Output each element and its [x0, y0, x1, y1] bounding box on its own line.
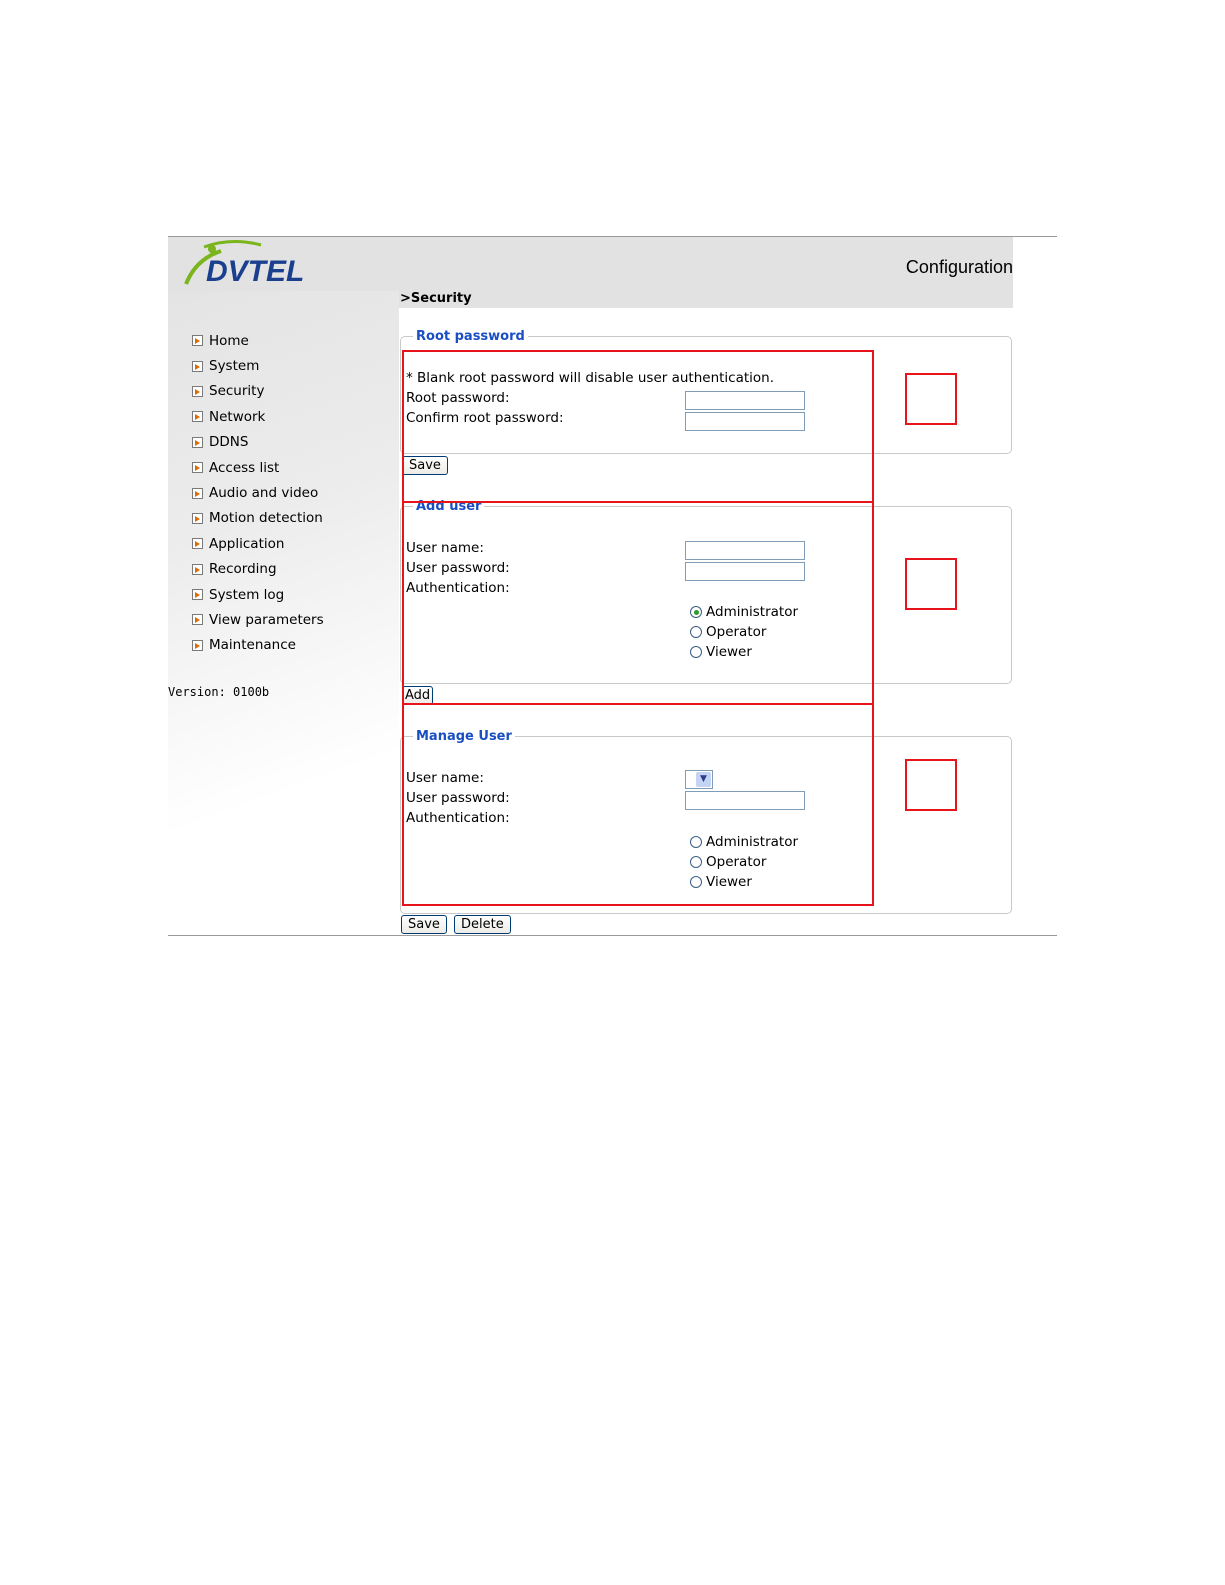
radio-label: Viewer	[706, 644, 752, 660]
arrow-icon	[192, 437, 203, 448]
bottom-divider	[168, 935, 1057, 936]
root-password-note: * Blank root password will disable user authentication.	[406, 370, 775, 386]
breadcrumb-bar	[399, 291, 1013, 308]
dvtel-logo	[176, 239, 316, 289]
manage-delete-button[interactable]: Delete	[454, 915, 511, 934]
radio-label: Operator	[706, 624, 767, 640]
chevron-down-icon: ▼	[696, 772, 711, 787]
breadcrumb: >Security	[400, 291, 472, 306]
sidebar-item-label: Maintenance	[209, 637, 296, 654]
version-text: Version: 0100b	[168, 685, 270, 699]
page-title: Configuration	[905, 257, 1013, 277]
sidebar-item-label: Network	[209, 408, 266, 425]
root-password-save-button[interactable]: Save	[402, 456, 448, 475]
radio-label: Operator	[706, 854, 767, 870]
sidebar-item-security[interactable]	[192, 379, 324, 404]
sidebar-item-recording[interactable]	[192, 557, 324, 582]
highlight-box-add	[402, 501, 874, 705]
arrow-icon	[192, 538, 203, 549]
header-bar	[168, 237, 1013, 291]
radio-label: Viewer	[706, 874, 752, 890]
add-password-label: User password:	[406, 560, 510, 576]
sidebar-item-label: Motion detection	[209, 510, 323, 527]
arrow-icon	[192, 589, 203, 600]
sidebar-item-audio-video[interactable]	[192, 480, 324, 505]
manage-auth-label: Authentication:	[406, 810, 510, 826]
root-password-label: Root password:	[406, 390, 510, 406]
sidebar-item-label: View parameters	[209, 611, 324, 628]
add-username-label: User name:	[406, 540, 484, 556]
manage-username-label: User name:	[406, 770, 484, 786]
sidebar-item-home[interactable]	[192, 328, 324, 353]
sidebar-item-label: Application	[209, 535, 285, 552]
manage-password-label: User password:	[406, 790, 510, 806]
arrow-icon	[192, 564, 203, 575]
sidebar-item-label: System log	[209, 586, 285, 603]
arrow-icon	[192, 614, 203, 625]
arrow-icon	[192, 411, 203, 422]
add-user-legend: Add user	[413, 499, 484, 514]
radio-label: Administrator	[706, 604, 799, 620]
add-user-button[interactable]: Add	[402, 686, 433, 705]
marker-box-1	[905, 373, 957, 425]
sidebar-item-network[interactable]	[192, 404, 324, 429]
marker-box-2	[905, 558, 957, 610]
root-password-legend: Root password	[413, 329, 528, 344]
sidebar	[168, 291, 399, 935]
sidebar-item-label: Audio and video	[209, 485, 319, 502]
sidebar-item-system-log[interactable]	[192, 582, 324, 607]
logo-text: DVTEL	[206, 255, 305, 288]
arrow-icon	[192, 335, 203, 346]
sidebar-item-label: Home	[209, 332, 249, 349]
manage-save-button[interactable]: Save	[401, 915, 447, 934]
sidebar-item-label: Recording	[209, 561, 277, 578]
sidebar-item-application[interactable]	[192, 531, 324, 556]
marker-box-3	[905, 759, 957, 811]
sidebar-item-maintenance[interactable]	[192, 633, 324, 658]
sidebar-item-label: Security	[209, 383, 265, 400]
sidebar-item-access-list[interactable]	[192, 455, 324, 480]
arrow-icon	[192, 488, 203, 499]
sidebar-item-motion-detection[interactable]	[192, 506, 324, 531]
highlight-box-manage	[402, 703, 874, 906]
add-auth-label: Authentication:	[406, 580, 510, 596]
sidebar-item-ddns[interactable]	[192, 430, 324, 455]
sidebar-item-label: System	[209, 358, 260, 375]
arrow-icon	[192, 513, 203, 524]
confirm-root-password-label: Confirm root password:	[406, 410, 564, 426]
manage-user-legend: Manage User	[413, 729, 515, 744]
sidebar-item-system[interactable]	[192, 353, 324, 378]
arrow-icon	[192, 386, 203, 397]
highlight-box-root	[402, 350, 874, 503]
sidebar-item-view-parameters[interactable]	[192, 607, 324, 632]
sidebar-item-label: DDNS	[209, 434, 249, 451]
arrow-icon	[192, 462, 203, 473]
sidebar-menu	[192, 328, 324, 658]
arrow-icon	[192, 640, 203, 651]
radio-label: Administrator	[706, 834, 799, 850]
sidebar-item-label: Access list	[209, 459, 280, 476]
arrow-icon	[192, 361, 203, 372]
